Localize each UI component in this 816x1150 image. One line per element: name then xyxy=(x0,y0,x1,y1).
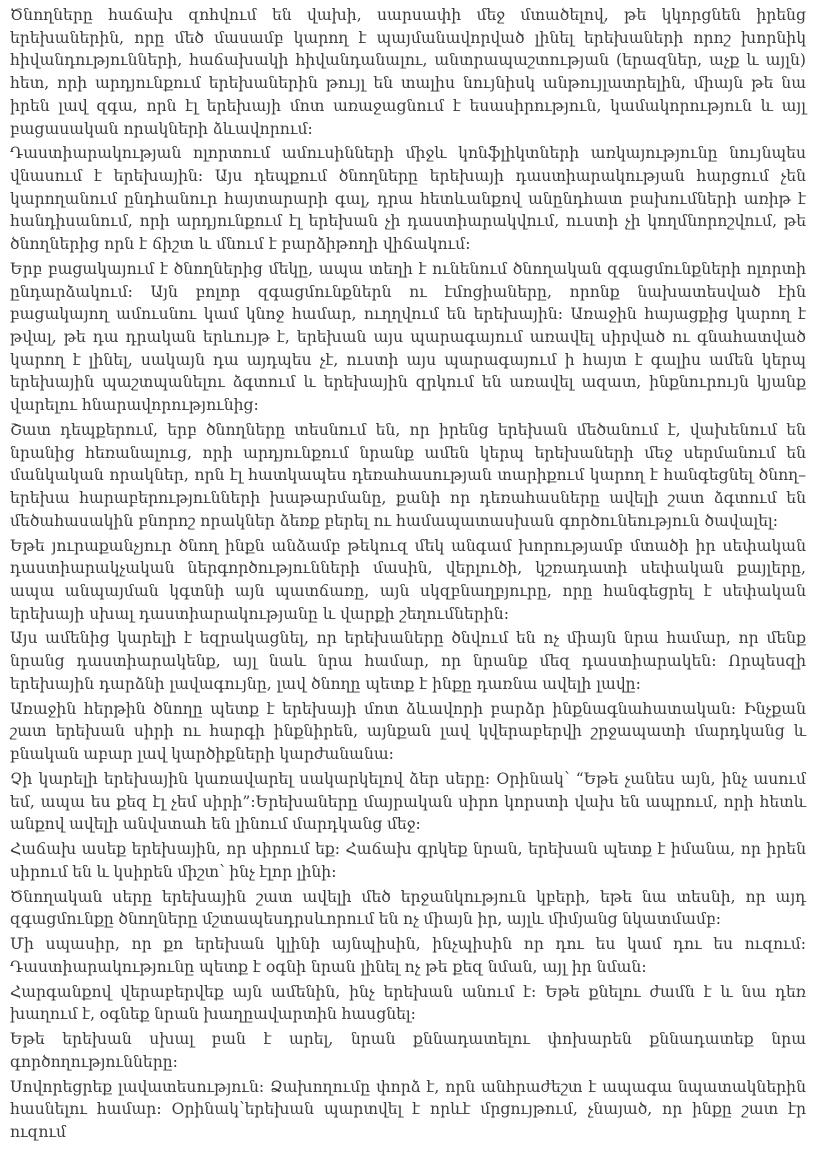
paragraph-3: Երբ բացակայում է ծնողներից մեկը, ապա տեղի է ունենում ծնողական զգացմունքների ոլորտի ընդարձակում: Այն բոլոր զգացմունքներն ու էմոցիաները, որոնք նախատեսված էին բացակայող ամուսնու կամ կնոջ համար, ուղղվում են երեխային: Առաջին հայացքից կարող է թվալ, թե դա դրական երևույթ է, երեխան այս պարագայում առավել սիրված ու գնահատված կարող է լինել, սակայն դա այդպես չէ, ուստի այս պարագայում ի հայտ է գալիս ամեն կերպ երեխային պաշտպանելու ձգտում և երեխային զրկում են առավել ազատ, ինքնուրույն կյանք վարելու հնարավորությունից: xyxy=(10,259,806,415)
paragraph-6: Այս ամենից կարելի է եզրակացնել, որ երեխաները ծնվում են ոչ միայն նրա համար, որ մենք նրանց դաստիարակենք, այլ նաև նրա համար, որ նրանք մեզ դաստիարակեն: Որպեսզի երեխային դարձնի լավագույնը, լավ ծնողը պետք է ինքը դառնա ավելի լավը: xyxy=(10,629,806,693)
paragraph-9: Հաճախ ասեք երեխային, որ սիրում եք: Հաճախ գրկեք նրան, երեխան պետք է իմանա, որ իրեն սիրում են և կսիրեն միշտ՝ ինչ էլոր լինի: xyxy=(10,840,806,881)
paragraph-13: Եթե երեխան սխալ բան է արել, նրան քննադատելու փոխարեն քննադատեք նրա գործողությունները: xyxy=(10,1030,806,1071)
paragraph-12: Հարգանքով վերաբերվեք այն ամենին, ինչ երեխան անում է: Եթե քնելու ժամն է և նա դեռ խաղում է, օգնեք նրան խաղըավարտին հասցնել: xyxy=(10,982,806,1024)
paragraph-5: Եթե յուրաքանչյուր ծնող ինքն անձամբ թեկուզ մեկ անգամ խորությամբ մտածի իր սեփական դաստիարակչական ներգործությունների մասին, վերլուծի, կշռադատի սեփական քայլերը, ապա անպայման կգտնի այն պատճառը, այն սկզբնաղբյուրը, որը հանգեցրել է սեփական երեխայի սխալ դաստիարակությանը և վարքի շեղումներին: xyxy=(10,536,806,623)
paragraph-7: Առաջին հերթին ծնողը պետք է երեխայի մոտ ձևավորի բարձր ինքնագնահատական: Ինչքան շատ երեխան սիրի ու հարգի ինքնիրեն, այնքան լավ կվերաբերվի շրջապատի մարդկանց և բնական աբար լավ կարծիքների կարժանանա: xyxy=(10,699,806,764)
paragraph-11: Մի սպասիր, որ քո երեխան կլինի այնպիսին, ինչպիսին որ դու ես կամ դու ես ուզում: Դաստիարակությունը պետք է օգնի նրան լինել ոչ թե քեզ նման, այլ իր նման: xyxy=(10,935,806,976)
paragraph-14: Սովորեցրեք լավատեսություն: Ձախողումը փորձ է, որն անհրաժեշտ է ապագա նպատակներին հասնելու համար: Օրինակ՝երեխան պարտվել է որևէ մրցույթում, չնայած, որ ինքը շատ էր ուզում xyxy=(10,1077,806,1141)
paragraph-1: Ծնողները հաճախ զոհվում են վախի, սարսափի մեջ մտածելով, թե կկորցնեն իրենց երեխաներին, որը մեծ մասամբ կարող է պայմանավորված լինել երեխաների որոշ խորնիկ հիվանդությունների, հաճախակի հիվանդանալու, անտրապաշտության (երազներ, աչք և այլն) հետ, որի արդյունքում երեխաներին թույլ են տալիս նույնիսկ անթույլատրելին, միայն թե նա իրեն լավ զգա, որն էլ երեխայի մոտ առաջացնում է եսասիրություն, կամակորություն և այլ բացասական որակների ձևավորում: xyxy=(10,6,806,138)
paragraph-10: Ծնողական սերը երեխային շատ ավելի մեծ երջանկություն կբերի, եթե նա տեսնի, որ այդ զգացմունքը ծնողները մշտապեսդրսևորում են ոչ միայն իր, այլև միմյանց նկատմամբ: xyxy=(10,887,806,929)
paragraph-4: Շատ դեպքերում, երբ ծնողները տեսնում են, որ իրենց երեխան մեծանում է, վախենում են նրանից հեռանալուց, որի արդյունքում նրանք ամեն կերպ երեխաների մեջ սերմանում են մանկական որակներ, որն էլ հատկապես դեռահասության տարիքում կարող է հանգեցնել ծնող–երեխա հարաբերությունների խաթարմանը, քանի որ դեռահասները ավելի շատ ձգտում են մեծահասակին բնորոշ որակներ ձեռք բերել ու համապատասխան գործունեություն ծավալել: xyxy=(10,420,806,530)
paragraph-2: Դաստիարակության ոլորտում ամուսինների միջև կոնֆլիկտների առկայությունը նույնպես վնասում է երեխային: Այս դեպքում ծնողները երեխայի դաստիարակության հարցում չեն կարողանում ընդհանուր հայտարարի գալ, դրա հետևանքով անընդհատ բախումների առիթ է հանդիսանում, որի արդյունքում էլ երեխան չի դաստիարակվում, ուստի չի կողմնորոշվում, թե ծնողներից որն է ճիշտ և մնում է բարձիթողի վիճակում: xyxy=(10,144,806,254)
paragraph-8: Չի կարելի երեխային կառավարել սակարկելով ձեր սերը: Օրինակ՝ “Եթե չանես այն, ինչ ասում եմ, ապա ես քեզ էլ չեմ սիրի”:Երեխաները մայրական սիրո կորստի վախ են ապրում, որի հետև անքով ավելի անվստահ են լինում մարդկանց մեջ: xyxy=(10,769,806,834)
